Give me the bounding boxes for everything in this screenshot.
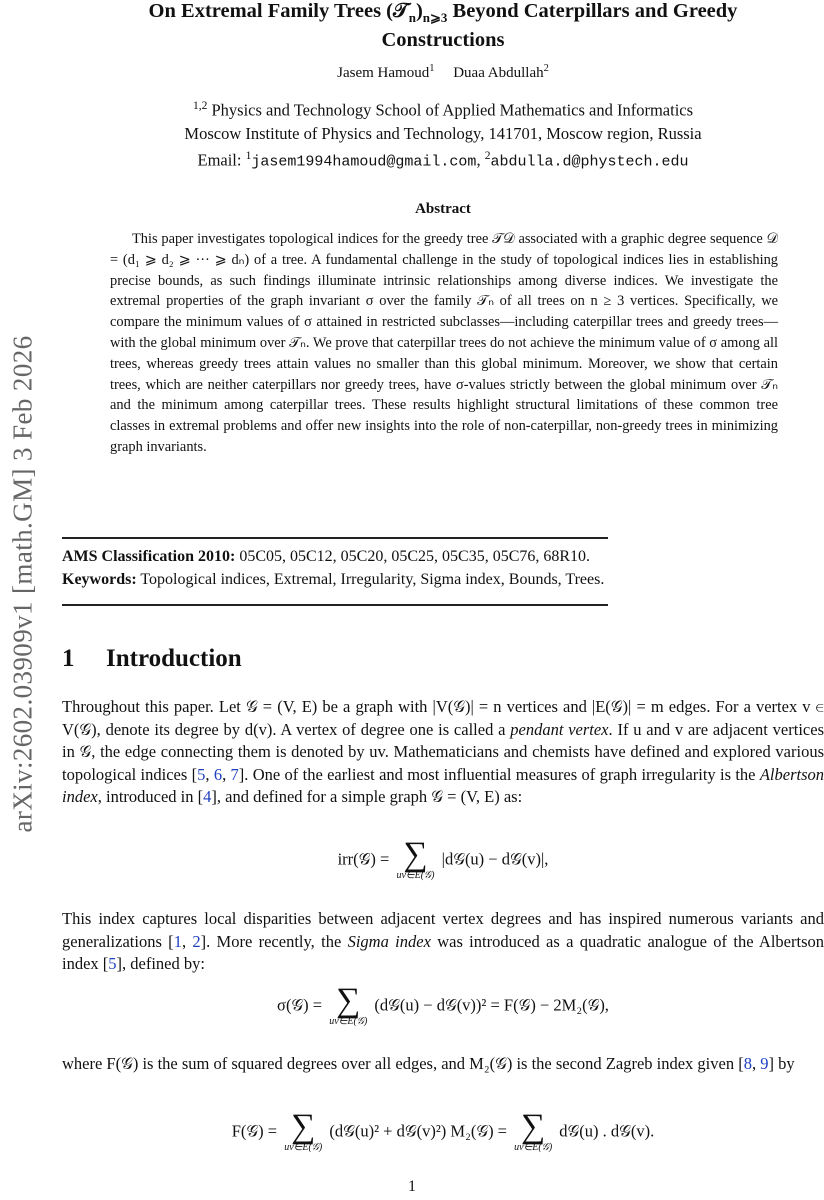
section-title: Introduction <box>106 645 242 672</box>
p3-text-b: ] by <box>768 1054 795 1073</box>
abstract-text: This paper investigates topological indices for the greedy tree 𝒯𝒟 associated with a graphic degree sequence 𝒟 = (d₁ ⩾ d₂ ⩾ ··· ⩾ dₙ) of a tree. A fundamental challenge in the study of topological indices lies in establishing precise bounds, as such findings illuminate intrinsic relationships among diverse indices. We investigate the extremal properties of the graph invariant σ over the family 𝒯ₙ of all trees on n ≥ 3 vertices. Specifically, we compare the minimum values of σ attained in restricted subclasses—including caterpillar trees and greedy trees—with the global minimum over 𝒯ₙ. We prove that caterpillar trees do not achieve the minimum value of σ among all trees, whereas greedy trees attain values no smaller than this global minimum. Moreover, we show that certain trees, which are neither caterpillars nor greedy trees, have σ-values strictly between the global minimum over 𝒯ₙ and the minimum among caterpillar trees. These results highlight structural limitations of these common tree classes in extremal problems and offer new insights into the role of non-caterpillar, non-greedy trees in minimizing graph invariants. <box>110 231 778 455</box>
title-sub-n: n <box>408 10 416 26</box>
top-rule <box>62 537 608 539</box>
p2-text-b: ]. More recently, the <box>200 931 348 951</box>
bottom-rule <box>62 604 608 606</box>
classification-block <box>62 545 824 591</box>
title-line-2: Constructions <box>381 29 505 52</box>
sum-symbol: ∑ uv∈E(𝒢) <box>514 1108 553 1153</box>
p1-pendant: pendant vertex <box>510 719 609 739</box>
section-number: 1 <box>62 645 75 672</box>
intro-paragraph-1: Throughout this paper. Let 𝒢 = (V, E) be a graph with |V(𝒢)| = n vertices and |E(𝒢)| = m edges. For a vertex v ∈ V(𝒢), denote its degree by d(v). A vertex of degree one is called a pendant vertex. If u and v are adjacent vertices in 𝒢, the edge connecting them is denoted by uv. Mathematicians and chemists have defined and explored various topological indices [5, 6, 7]. One of the earliest and most influential measures of graph irregularity is the Albertson index, introduced in [4], and defined for a simple graph 𝒢 = (V, E) as: <box>62 697 824 806</box>
email-line <box>62 150 824 171</box>
email-label: Email: <box>197 150 246 170</box>
citation-6[interactable]: 6 <box>213 764 223 784</box>
abstract-heading: Abstract <box>415 201 471 217</box>
title-text-a: On Extremal Family Trees ( <box>148 0 393 22</box>
eq3-mid: (d𝒢(u)² + d𝒢(v)²) M₂(𝒢) = <box>329 1121 507 1141</box>
title-text-c: Beyond Caterpillars and Greedy <box>447 0 738 22</box>
page-number: 1 <box>408 1178 416 1195</box>
keywords-label: Keywords: <box>62 571 137 588</box>
citation-4[interactable]: 4 <box>203 787 212 806</box>
eq1-lhs: irr(𝒢) = <box>337 849 390 869</box>
citation-1[interactable]: 1 <box>173 931 182 951</box>
email-1[interactable]: jasem1994hamoud@gmail.com <box>251 153 477 171</box>
p1-text-d: , introduced in [ <box>97 787 204 806</box>
sum-limit: uv∈E(𝒢) <box>329 1016 368 1027</box>
arxiv-sidebar <box>7 284 38 884</box>
equation-sigma <box>62 982 824 1027</box>
email-2[interactable]: abdulla.d@phystech.edu <box>490 153 689 171</box>
equation-albertson <box>62 836 824 881</box>
affiliation-sup: 1,2 <box>192 100 208 112</box>
arxiv-identifier: arXiv:2602.03909v1 [math.GM] 3 Feb 2026 <box>7 335 38 833</box>
author-2-sup: 2 <box>543 63 549 74</box>
affiliation <box>62 95 824 145</box>
p1-text-c: ]. One of the earliest and most influential measures of graph irregularity is the <box>238 764 760 784</box>
sum-limit: uv∈E(𝒢) <box>514 1142 553 1153</box>
eq2-rhs: (d𝒢(u) − d𝒢(v))² = F(𝒢) − 2M₂(𝒢), <box>374 995 609 1015</box>
affiliation-line-2: Moscow Institute of Physics and Technology, 141701, Moscow region, Russia <box>184 123 702 143</box>
p2-text-d: ], defined by: <box>116 954 205 973</box>
abstract-body <box>110 229 778 458</box>
author-2: Duaa Abdullah <box>453 65 544 81</box>
eq3-rhs: d𝒢(u) . d𝒢(v). <box>559 1121 655 1141</box>
p1-text-b: . If u and v are adjacent vertices in 𝒢, the edge connecting them is denoted by uv. Mathematicians and chemists have defined and explored various topological indices [ <box>62 719 824 784</box>
citation-5[interactable]: 5 <box>197 764 206 784</box>
email-1-sup: 1 <box>245 150 252 162</box>
email-2-sup: 2 <box>484 150 491 162</box>
eq3-lhs: F(𝒢) = <box>231 1121 278 1141</box>
keywords-value: Topological indices, Extremal, Irregularity, Sigma index, Bounds, Trees. <box>136 571 605 588</box>
intro-paragraph-2: This index captures local disparities between adjacent vertex degrees and has inspired numerous variants and generalizations [1, 2]. More recently, the Sigma index was introduced as a quadratic analogue of the Albertson index [5], defined by: <box>62 909 824 973</box>
citation-5b[interactable]: 5 <box>108 954 117 973</box>
title-text-b: ) <box>415 0 423 22</box>
citation-7[interactable]: 7 <box>230 764 239 784</box>
author-1-sup: 1 <box>429 63 435 74</box>
citation-2[interactable]: 2 <box>192 931 201 951</box>
p1-text-a: Throughout this paper. Let 𝒢 = (V, E) be a graph with |V(𝒢)| = n vertices and |E(𝒢)| = m edges. For a vertex v ∈ V(𝒢), denote its degree by d(v). A vertex of degree one is called a <box>62 697 824 739</box>
intro-paragraph-3: where F(𝒢) is the sum of squared degrees over all edges, and M₂(𝒢) is the second Zagreb index given [8, 9] by <box>62 1054 795 1073</box>
title-sub-cond: n⩾3 <box>422 10 448 26</box>
citation-9[interactable]: 9 <box>760 1054 769 1073</box>
paper-title <box>62 0 824 51</box>
section-heading <box>62 645 242 673</box>
eq1-rhs: |d𝒢(u) − d𝒢(v)|, <box>441 849 549 869</box>
sum-limit: uv∈E(𝒢) <box>284 1142 323 1153</box>
author-1: Jasem Hamoud <box>337 65 430 81</box>
ams-label: AMS Classification 2010: <box>62 548 236 565</box>
sum-limit: uv∈E(𝒢) <box>396 870 435 881</box>
equation-zagreb <box>62 1108 824 1153</box>
ams-value: 05C05, 05C12, 05C20, 05C25, 05C35, 05C76, 68R10. <box>235 548 591 565</box>
title-symbol: 𝒯 <box>393 0 409 22</box>
citation-8[interactable]: 8 <box>743 1054 752 1073</box>
sum-symbol: ∑ uv∈E(𝒢) <box>396 836 435 881</box>
p2-sigma: Sigma index <box>347 931 431 951</box>
p2-text-c: was introduced as a quadratic analogue of the Albertson index [ <box>62 931 824 973</box>
email-separator: , <box>476 150 485 170</box>
affiliation-line-1: Physics and Technology School of Applied Mathematics and Informatics <box>207 100 694 120</box>
p1-albertson: Albertson index <box>62 764 824 806</box>
p1-text-e: ], and defined for a simple graph 𝒢 = (V, E) as: <box>211 787 523 806</box>
sum-symbol: ∑ uv∈E(𝒢) <box>329 982 368 1027</box>
p2-text-a: This index captures local disparities between adjacent vertex degrees and has inspired numerous variants and generalizations [ <box>62 909 824 951</box>
p3-text-a: where F(𝒢) is the sum of squared degrees over all edges, and M₂(𝒢) is the second Zagreb index given [ <box>62 1054 744 1073</box>
eq2-lhs: σ(𝒢) = <box>277 995 323 1015</box>
author-list <box>62 63 824 82</box>
sum-symbol: ∑ uv∈E(𝒢) <box>284 1108 323 1153</box>
